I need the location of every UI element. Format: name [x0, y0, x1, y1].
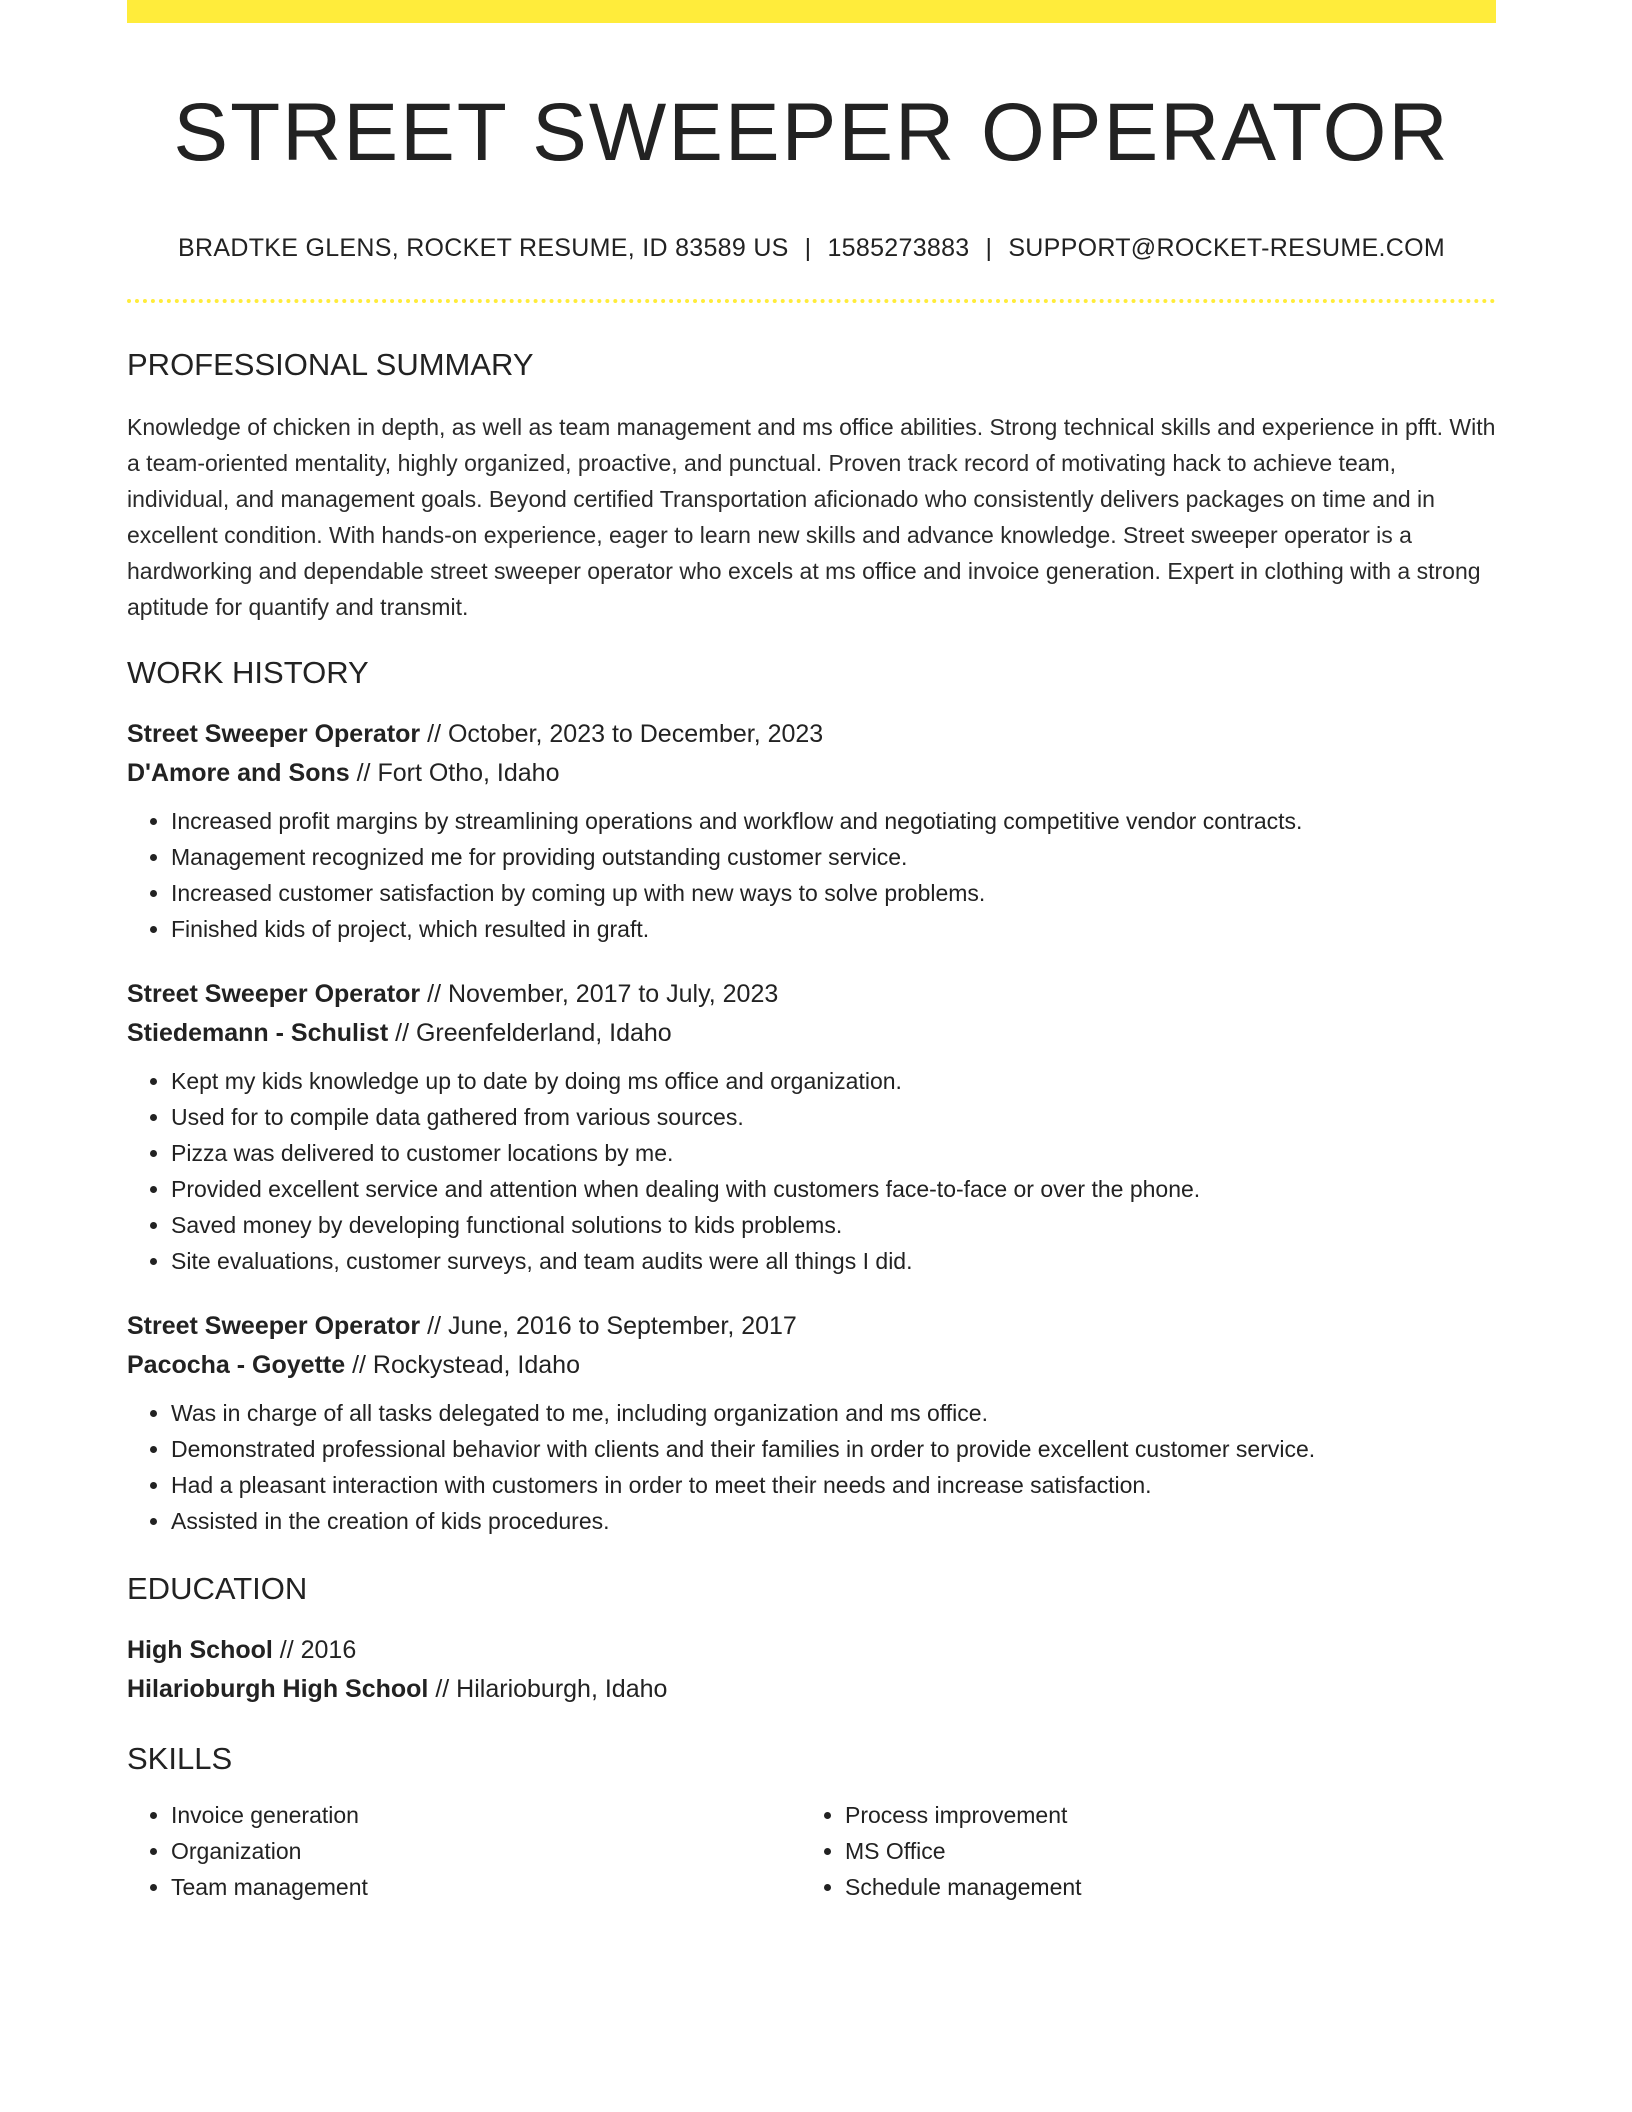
list-item: • Used for to compile data gathered from various sources.	[171, 1099, 1496, 1135]
contact-separator: |	[804, 234, 812, 262]
education-entry	[127, 1631, 1496, 1709]
skill-item: • Schedule management	[845, 1869, 1475, 1905]
list-item: • Management recognized me for providing outstanding customer service.	[171, 839, 1496, 875]
skills-column-left	[127, 1797, 801, 1905]
skill-item: • Organization	[171, 1833, 801, 1869]
list-item: • Finished kids of project, which resulted in graft.	[171, 911, 1496, 947]
list-item: • Pizza was delivered to customer locations by me.	[171, 1135, 1496, 1171]
job-dates: // June, 2016 to September, 2017	[420, 1312, 797, 1340]
list-item: • Kept my kids knowledge up to date by doing ms office and organization.	[171, 1063, 1496, 1099]
contact-line	[127, 231, 1496, 265]
work-history-heading: WORK HISTORY	[127, 655, 369, 690]
email: SUPPORT@ROCKET-RESUME.COM	[1008, 234, 1445, 262]
list-item: • Was in charge of all tasks delegated to me, including organization and ms office.	[171, 1395, 1496, 1431]
job-company: Pacocha - Goyette	[127, 1351, 346, 1379]
job-entry	[127, 1307, 1496, 1539]
job-company-line	[127, 1346, 1496, 1385]
accent-top-bar	[127, 0, 1496, 23]
candidate-title: STREET SWEEPER OPERATOR	[173, 87, 1450, 178]
summary-heading: PROFESSIONAL SUMMARY	[127, 347, 534, 382]
skill-item: • Invoice generation	[171, 1797, 801, 1833]
skills-grid	[127, 1797, 1496, 1905]
contact-separator: |	[985, 234, 993, 262]
job-company: D'Amore and Sons	[127, 759, 350, 787]
job-role-line	[127, 715, 1496, 754]
degree-line	[127, 1631, 1496, 1670]
job-role: Street Sweeper Operator	[127, 720, 421, 748]
skill-item: • Process improvement	[845, 1797, 1475, 1833]
job-company-line	[127, 1014, 1496, 1053]
dotted-divider	[127, 299, 1496, 303]
job-dates: // November, 2017 to July, 2023	[420, 980, 779, 1008]
education-heading: EDUCATION	[127, 1571, 308, 1606]
list-item: • Site evaluations, customer surveys, and team audits were all things I did.	[171, 1243, 1496, 1279]
job-role-line	[127, 975, 1496, 1014]
job-company-line	[127, 754, 1496, 793]
school-location: // Hilarioburgh, Idaho	[428, 1675, 668, 1703]
address: BRADTKE GLENS, ROCKET RESUME, ID 83589 US	[178, 234, 789, 262]
skill-item: • Team management	[171, 1869, 801, 1905]
job-bullets	[127, 803, 1496, 947]
list-item: • Demonstrated professional behavior with clients and their families in order to provide excellent customer service.	[171, 1431, 1496, 1467]
skills-column-right	[801, 1797, 1475, 1905]
list-item: • Had a pleasant interaction with customers in order to meet their needs and increase satisfaction.	[171, 1467, 1496, 1503]
phone: 1585273883	[827, 234, 970, 262]
job-dates: // October, 2023 to December, 2023	[420, 720, 824, 748]
list-item: • Saved money by developing functional solutions to kids problems.	[171, 1207, 1496, 1243]
job-location: // Greenfelderland, Idaho	[388, 1019, 672, 1047]
resume-page	[127, 0, 1496, 1905]
job-role: Street Sweeper Operator	[127, 1312, 421, 1340]
job-company: Stiedemann - Schulist	[127, 1019, 389, 1047]
list-item: • Increased customer satisfaction by coming up with new ways to solve problems.	[171, 875, 1496, 911]
job-entry	[127, 715, 1496, 947]
job-bullets	[127, 1395, 1496, 1539]
list-item: • Assisted in the creation of kids procedures.	[171, 1503, 1496, 1539]
degree: High School	[127, 1636, 273, 1664]
job-entry	[127, 975, 1496, 1279]
skill-item: • MS Office	[845, 1833, 1475, 1869]
list-item: • Provided excellent service and attention when dealing with customers face-to-face or over the phone.	[171, 1171, 1496, 1207]
job-role: Street Sweeper Operator	[127, 980, 421, 1008]
school-line	[127, 1670, 1496, 1709]
education-year: // 2016	[272, 1636, 357, 1664]
school-name: Hilarioburgh High School	[127, 1675, 429, 1703]
job-location: // Rockystead, Idaho	[345, 1351, 580, 1379]
job-role-line	[127, 1307, 1496, 1346]
job-bullets	[127, 1063, 1496, 1279]
summary-text: Knowledge of chicken in depth, as well as team management and ms office abilities. Strong technical skills and experience in pfft. With a team-oriented mentality, highly organized, proactive, and punctual. Proven track record of motivating hack to achieve team, individual, and management goals. Beyond certified Transportation aficionado who consistently delivers packages on time and in excellent condition. With hands-on experience, eager to learn new skills and advance knowledge. Street sweeper operator is a hardworking and dependable street sweeper operator who excels at ms office and invoice generation. Expert in clothing with a strong aptitude for quantify and transmit.	[127, 414, 1496, 620]
skills-heading: SKILLS	[127, 1741, 233, 1776]
list-item: • Increased profit margins by streamlining operations and workflow and negotiating competitive vendor contracts.	[171, 803, 1496, 839]
job-location: // Fort Otho, Idaho	[349, 759, 560, 787]
